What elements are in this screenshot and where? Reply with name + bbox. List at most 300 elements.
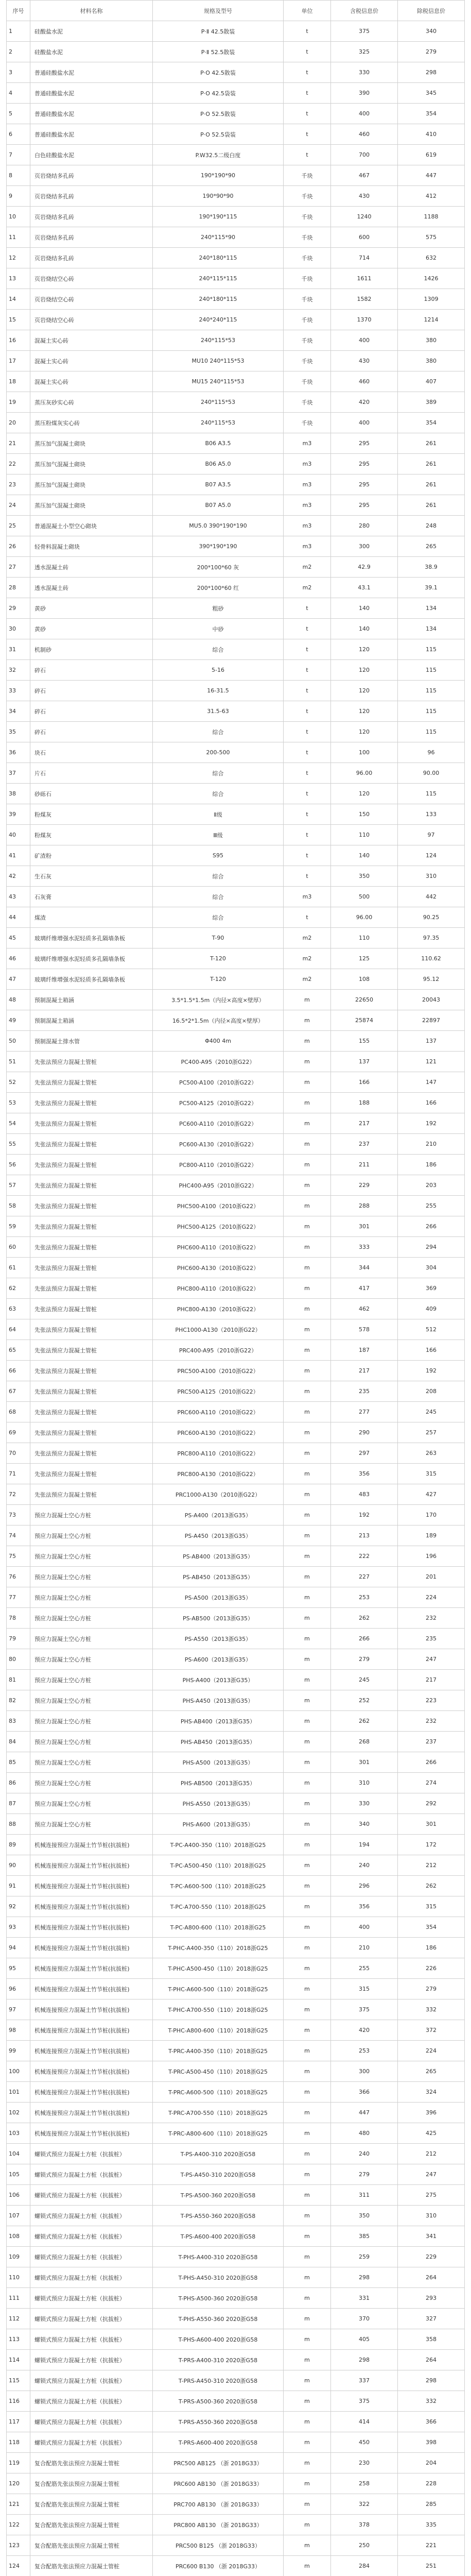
cell-price-tax-excl: 372	[398, 2020, 465, 2041]
cell-index: 15	[7, 310, 30, 330]
cell-price-tax-incl: 255	[331, 1958, 398, 1979]
table-row	[7, 722, 465, 742]
cell-price-tax-excl: 266	[398, 1216, 465, 1237]
cell-spec: T-PC-A800-600（110）2018浙G25	[153, 1917, 284, 1938]
cell-index: 58	[7, 1196, 30, 1216]
cell-index: 31	[7, 639, 30, 660]
cell-price-tax-incl: 344	[331, 1258, 398, 1278]
table-row	[7, 1732, 465, 1752]
table-row	[7, 1979, 465, 1999]
cell-unit: m	[284, 2535, 331, 2556]
table-row	[7, 907, 465, 928]
cell-material-name: 碎石	[30, 660, 153, 681]
cell-price-tax-incl: 700	[331, 145, 398, 165]
table-row	[7, 1278, 465, 1299]
cell-unit: m	[284, 1422, 331, 1443]
table-row	[7, 763, 465, 784]
cell-material-name: 普通硅酸盐水泥	[30, 62, 153, 83]
cell-price-tax-incl: 296	[331, 1876, 398, 1896]
cell-unit: 千块	[284, 310, 331, 330]
cell-spec: PRC800-A130（2010浙G22）	[153, 1464, 284, 1484]
cell-index: 68	[7, 1402, 30, 1422]
cell-unit: m	[284, 1793, 331, 1814]
cell-unit: m	[284, 1216, 331, 1237]
cell-spec: T-PRS-A500-360 2020浙G58	[153, 2391, 284, 2412]
cell-material-name: 先张法预应力混凝土管桩	[30, 1402, 153, 1422]
cell-price-tax-incl: 210	[331, 1938, 398, 1958]
cell-price-tax-incl: 325	[331, 42, 398, 62]
cell-unit: t	[284, 62, 331, 83]
cell-price-tax-excl: 133	[398, 804, 465, 825]
cell-price-tax-incl: 150	[331, 804, 398, 825]
table-row	[7, 1010, 465, 1031]
cell-material-name: 螺锁式预应力混凝土方桩（抗拔桩）	[30, 2226, 153, 2247]
cell-price-tax-incl: 400	[331, 330, 398, 351]
cell-spec: T-PHC-A800-600（110）2018浙G25	[153, 2020, 284, 2041]
cell-unit: m	[284, 1711, 331, 1732]
cell-price-tax-incl: 356	[331, 1896, 398, 1917]
cell-spec: T-PRS-A600-400 2020浙G58	[153, 2432, 284, 2453]
cell-unit: m	[284, 2226, 331, 2247]
cell-price-tax-incl: 375	[331, 1999, 398, 2020]
cell-spec: PRC600-A130（2010浙G22）	[153, 1422, 284, 1443]
cell-spec: PHS-A500（2013浙G35）	[153, 1752, 284, 1773]
cell-index: 39	[7, 804, 30, 825]
cell-index: 10	[7, 207, 30, 227]
cell-unit: m	[284, 2473, 331, 2494]
cell-price-tax-incl: 222	[331, 1546, 398, 1567]
cell-spec: 240*180*115	[153, 248, 284, 268]
cell-index: 35	[7, 722, 30, 742]
cell-spec: 190*190*90	[153, 165, 284, 186]
table-row	[7, 1175, 465, 1196]
cell-index: 118	[7, 2432, 30, 2453]
table-row	[7, 1319, 465, 1340]
cell-index: 88	[7, 1814, 30, 1835]
table-row	[7, 495, 465, 516]
table-row	[7, 351, 465, 371]
cell-unit: m	[284, 1938, 331, 1958]
cell-spec: 综合	[153, 784, 284, 804]
cell-unit: m	[284, 1031, 331, 1052]
cell-price-tax-incl: 333	[331, 1237, 398, 1258]
table-row	[7, 2329, 465, 2350]
cell-price-tax-excl: 1214	[398, 310, 465, 330]
cell-price-tax-excl: 264	[398, 2267, 465, 2288]
cell-material-name: 复合配筋先张法预应力混凝土管桩	[30, 2494, 153, 2515]
cell-price-tax-excl: 166	[398, 1093, 465, 1113]
cell-price-tax-excl: 427	[398, 1484, 465, 1505]
cell-index: 33	[7, 681, 30, 701]
cell-spec: PHS-A400（2013浙G35）	[153, 1670, 284, 1690]
table-row	[7, 1237, 465, 1258]
cell-price-tax-incl: 447	[331, 2103, 398, 2123]
cell-price-tax-excl: 396	[398, 2103, 465, 2123]
cell-material-name: 轻骨料混凝土砌块	[30, 536, 153, 557]
cell-unit: m	[284, 1072, 331, 1093]
cell-unit: m	[284, 1814, 331, 1835]
cell-index: 119	[7, 2453, 30, 2473]
cell-price-tax-excl: 147	[398, 1072, 465, 1093]
cell-price-tax-incl: 259	[331, 2247, 398, 2267]
cell-index: 70	[7, 1443, 30, 1464]
cell-material-name: 复合配筋先张法预应力混凝土管桩	[30, 2453, 153, 2473]
cell-spec: PHC600-A130（2010浙G22）	[153, 1258, 284, 1278]
cell-spec: T-PS-A550-360 2020浙G58	[153, 2206, 284, 2226]
cell-price-tax-excl: 261	[398, 495, 465, 516]
cell-index: 30	[7, 619, 30, 639]
cell-index: 2	[7, 42, 30, 62]
cell-price-tax-excl: 341	[398, 2226, 465, 2247]
cell-spec: T-PRC-A600-500（110）2018浙G25	[153, 2082, 284, 2103]
cell-material-name: 蒸压加气混凝土砌块	[30, 474, 153, 495]
cell-material-name: 页岩烧结多孔砖	[30, 248, 153, 268]
cell-spec: 240*180*115	[153, 289, 284, 310]
cell-material-name: 螺锁式预应力混凝土方桩（抗拔桩）	[30, 2329, 153, 2350]
cell-price-tax-incl: 310	[331, 1773, 398, 1793]
cell-price-tax-excl: 38.9	[398, 557, 465, 578]
cell-spec: P.W32.5二级白度	[153, 145, 284, 165]
cell-material-name: 透水混凝土砖	[30, 578, 153, 598]
table-row	[7, 619, 465, 639]
cell-price-tax-excl: 261	[398, 433, 465, 454]
cell-index: 63	[7, 1299, 30, 1319]
cell-unit: 千块	[284, 207, 331, 227]
cell-index: 124	[7, 2556, 30, 2576]
cell-unit: m3	[284, 454, 331, 474]
cell-index: 48	[7, 990, 30, 1010]
cell-price-tax-incl: 375	[331, 21, 398, 42]
table-row	[7, 2370, 465, 2391]
cell-price-tax-incl: 420	[331, 2020, 398, 2041]
cell-index: 42	[7, 866, 30, 887]
cell-price-tax-excl: 1188	[398, 207, 465, 227]
cell-price-tax-incl: 330	[331, 1793, 398, 1814]
cell-price-tax-excl: 95.12	[398, 969, 465, 990]
cell-unit: m	[284, 1835, 331, 1855]
table-row	[7, 1567, 465, 1587]
cell-price-tax-excl: 221	[398, 2535, 465, 2556]
cell-spec: T-PRC-A700-550（110）2018浙G25	[153, 2103, 284, 2123]
cell-spec: T-PHC-A600-500（110）2018浙G25	[153, 1979, 284, 1999]
table-row	[7, 1381, 465, 1402]
cell-unit: m3	[284, 887, 331, 907]
cell-price-tax-incl: 714	[331, 248, 398, 268]
cell-index: 108	[7, 2226, 30, 2247]
cell-price-tax-excl: 257	[398, 1422, 465, 1443]
cell-unit: m	[284, 1979, 331, 1999]
cell-index: 13	[7, 268, 30, 289]
cell-material-name: 预应力混凝土空心方桩	[30, 1670, 153, 1690]
cell-material-name: 块石	[30, 742, 153, 763]
table-row	[7, 1896, 465, 1917]
cell-spec: B06 A3.5	[153, 433, 284, 454]
cell-price-tax-incl: 140	[331, 845, 398, 866]
cell-material-name: 预应力混凝土空心方桩	[30, 1793, 153, 1814]
cell-index: 54	[7, 1113, 30, 1134]
cell-material-name: 蒸压加气混凝土砌块	[30, 495, 153, 516]
cell-index: 40	[7, 825, 30, 845]
cell-price-tax-excl: 1426	[398, 268, 465, 289]
cell-price-tax-incl: 120	[331, 681, 398, 701]
cell-price-tax-excl: 115	[398, 701, 465, 722]
cell-unit: t	[284, 21, 331, 42]
cell-spec: T-PC-A700-550（110）2018浙G25	[153, 1896, 284, 1917]
table-row	[7, 2391, 465, 2412]
cell-price-tax-incl: 253	[331, 1587, 398, 1608]
cell-spec: 16-31.5	[153, 681, 284, 701]
cell-price-tax-incl: 110	[331, 825, 398, 845]
cell-index: 81	[7, 1670, 30, 1690]
cell-spec: 3.5*1.5*1.5m（内径×高度×壁厚）	[153, 990, 284, 1010]
cell-price-tax-incl: 108	[331, 969, 398, 990]
cell-price-tax-excl: 203	[398, 1175, 465, 1196]
cell-price-tax-excl: 265	[398, 536, 465, 557]
cell-material-name: 玻璃纤维增强水泥轻质多孔隔墙条板	[30, 948, 153, 969]
cell-material-name: 先张法预应力混凝土管桩	[30, 1052, 153, 1072]
cell-spec: P·O 52.5袋装	[153, 124, 284, 145]
cell-material-name: 蒸压加气混凝土砌块	[30, 433, 153, 454]
cell-index: 26	[7, 536, 30, 557]
cell-index: 113	[7, 2329, 30, 2350]
cell-price-tax-incl: 140	[331, 598, 398, 619]
cell-material-name: 蒸压粉煤灰实心砖	[30, 413, 153, 433]
cell-unit: t	[284, 42, 331, 62]
cell-price-tax-incl: 96.00	[331, 907, 398, 928]
cell-price-tax-incl: 578	[331, 1319, 398, 1340]
table-row	[7, 598, 465, 619]
cell-price-tax-excl: 335	[398, 2515, 465, 2535]
cell-price-tax-incl: 356	[331, 1464, 398, 1484]
table-row	[7, 104, 465, 124]
cell-index: 86	[7, 1773, 30, 1793]
cell-index: 28	[7, 578, 30, 598]
cell-price-tax-incl: 600	[331, 227, 398, 248]
cell-material-name: 机械连接预应力混凝土竹节桩(抗拔桩)	[30, 1999, 153, 2020]
cell-index: 112	[7, 2309, 30, 2329]
table-row	[7, 2412, 465, 2432]
cell-unit: m	[284, 2164, 331, 2185]
cell-spec: T-PHC-A500-450（110）2018浙G25	[153, 1958, 284, 1979]
cell-price-tax-excl: 115	[398, 660, 465, 681]
cell-price-tax-excl: 110.62	[398, 948, 465, 969]
cell-unit: t	[284, 598, 331, 619]
cell-price-tax-incl: 337	[331, 2370, 398, 2391]
table-row	[7, 639, 465, 660]
cell-price-tax-incl: 378	[331, 2515, 398, 2535]
cell-spec: PHC400-A95（2010浙G22）	[153, 1175, 284, 1196]
cell-price-tax-incl: 194	[331, 1835, 398, 1855]
table-header-row	[7, 1, 465, 21]
cell-price-tax-incl: 217	[331, 1361, 398, 1381]
cell-price-tax-excl: 274	[398, 1773, 465, 1793]
table-row	[7, 887, 465, 907]
cell-price-tax-incl: 250	[331, 2535, 398, 2556]
cell-price-tax-incl: 315	[331, 1979, 398, 1999]
cell-price-tax-incl: 229	[331, 1175, 398, 1196]
cell-unit: m	[284, 1752, 331, 1773]
cell-material-name: 预应力混凝土空心方桩	[30, 1814, 153, 1835]
cell-material-name: 机械连接预应力混凝土竹节桩(抗拔桩)	[30, 1876, 153, 1896]
table-row	[7, 1052, 465, 1072]
cell-material-name: 混凝土实心砖	[30, 371, 153, 392]
cell-price-tax-incl: 366	[331, 2082, 398, 2103]
cell-price-tax-excl: 1309	[398, 289, 465, 310]
cell-material-name: 先张法预应力混凝土管桩	[30, 1113, 153, 1134]
table-body	[7, 21, 465, 2576]
cell-spec: PRC800 AB130 （浙 2018G33）	[153, 2515, 284, 2535]
cell-spec: PRC400-A95（2010浙G22）	[153, 1340, 284, 1361]
cell-spec: T-PHC-A700-550（110）2018浙G25	[153, 1999, 284, 2020]
table-row	[7, 1505, 465, 1526]
cell-price-tax-incl: 340	[331, 1814, 398, 1835]
cell-unit: 千块	[284, 248, 331, 268]
cell-material-name: 石灰膏	[30, 887, 153, 907]
cell-price-tax-incl: 230	[331, 2453, 398, 2473]
cell-material-name: 机制砂	[30, 639, 153, 660]
cell-unit: m	[284, 2041, 331, 2061]
cell-spec: PRC800-A110（2010浙G22）	[153, 1443, 284, 1464]
table-row	[7, 1031, 465, 1052]
cell-material-name: 普通混凝土小型空心砌块	[30, 516, 153, 536]
cell-price-tax-excl: 232	[398, 1711, 465, 1732]
cell-spec: 240*115*53	[153, 413, 284, 433]
cell-unit: m	[284, 1773, 331, 1793]
cell-price-tax-excl: 619	[398, 145, 465, 165]
cell-spec: B07 A5.0	[153, 495, 284, 516]
cell-price-tax-excl: 632	[398, 248, 465, 268]
cell-material-name: 先张法预应力混凝土管桩	[30, 1340, 153, 1361]
cell-material-name: 螺锁式预应力混凝土方桩（抗拔桩）	[30, 2206, 153, 2226]
cell-unit: m	[284, 2391, 331, 2412]
cell-unit: t	[284, 722, 331, 742]
cell-price-tax-excl: 115	[398, 722, 465, 742]
cell-price-tax-excl: 279	[398, 1979, 465, 1999]
cell-material-name: 机械连接预应力混凝土竹节桩(抗拔桩)	[30, 2123, 153, 2144]
cell-material-name: 复合配筋先张法预应力混凝土管桩	[30, 2556, 153, 2576]
cell-price-tax-excl: 324	[398, 2082, 465, 2103]
cell-spec: PS-AB500（2013浙G35）	[153, 1608, 284, 1629]
cell-unit: m3	[284, 495, 331, 516]
price-table-container	[6, 0, 464, 2576]
cell-spec: T-PRS-A550-360 2020浙G58	[153, 2412, 284, 2432]
cell-index: 55	[7, 1134, 30, 1155]
cell-price-tax-excl: 245	[398, 1402, 465, 1422]
cell-material-name: 硅酸盐水泥	[30, 42, 153, 62]
cell-material-name: 蒸压灰砂实心砖	[30, 392, 153, 413]
cell-material-name: 黄砂	[30, 619, 153, 639]
cell-price-tax-incl: 430	[331, 186, 398, 207]
table-row	[7, 2020, 465, 2041]
cell-unit: m	[284, 1732, 331, 1752]
cell-index: 73	[7, 1505, 30, 1526]
cell-price-tax-excl: 212	[398, 2144, 465, 2164]
cell-material-name: 预应力混凝土空心方桩	[30, 1690, 153, 1711]
cell-index: 71	[7, 1464, 30, 1484]
cell-price-tax-incl: 227	[331, 1567, 398, 1587]
cell-index: 92	[7, 1896, 30, 1917]
cell-index: 44	[7, 907, 30, 928]
table-row	[7, 578, 465, 598]
cell-unit: 千块	[284, 289, 331, 310]
cell-price-tax-excl: 189	[398, 1526, 465, 1546]
cell-index: 9	[7, 186, 30, 207]
cell-index: 102	[7, 2103, 30, 2123]
cell-price-tax-excl: 279	[398, 42, 465, 62]
cell-index: 56	[7, 1155, 30, 1175]
table-row	[7, 2164, 465, 2185]
cell-unit: m	[284, 2453, 331, 2473]
cell-price-tax-excl: 315	[398, 1464, 465, 1484]
cell-material-name: 页岩烧结空心砖	[30, 289, 153, 310]
cell-index: 47	[7, 969, 30, 990]
cell-price-tax-excl: 354	[398, 104, 465, 124]
cell-price-tax-excl: 226	[398, 1958, 465, 1979]
cell-price-tax-excl: 212	[398, 1855, 465, 1876]
cell-spec: 200*100*60 灰	[153, 557, 284, 578]
cell-spec: PHS-AB450（2013浙G35）	[153, 1732, 284, 1752]
cell-index: 3	[7, 62, 30, 83]
cell-unit: m	[284, 1855, 331, 1876]
cell-unit: m	[284, 1999, 331, 2020]
cell-material-name: 矿渣粉	[30, 845, 153, 866]
table-row	[7, 289, 465, 310]
cell-index: 111	[7, 2288, 30, 2309]
cell-price-tax-excl: 261	[398, 454, 465, 474]
table-row	[7, 2288, 465, 2309]
cell-price-tax-excl: 332	[398, 2391, 465, 2412]
cell-material-name: 先张法预应力混凝土管桩	[30, 1072, 153, 1093]
cell-material-name: 普通硅酸盐水泥	[30, 104, 153, 124]
cell-material-name: 白色硅酸盐水泥	[30, 145, 153, 165]
cell-price-tax-incl: 414	[331, 2412, 398, 2432]
cell-spec: T-PRS-A400-310 2020浙G58	[153, 2350, 284, 2370]
cell-material-name: 粉煤灰	[30, 825, 153, 845]
cell-price-tax-excl: 223	[398, 1690, 465, 1711]
cell-price-tax-incl: 279	[331, 1649, 398, 1670]
cell-material-name: 机械连接预应力混凝土竹节桩(抗拔桩)	[30, 2041, 153, 2061]
cell-price-tax-excl: 121	[398, 1052, 465, 1072]
cell-unit: m	[284, 2247, 331, 2267]
cell-price-tax-incl: 405	[331, 2329, 398, 2350]
table-row	[7, 2350, 465, 2370]
cell-unit: m	[284, 1299, 331, 1319]
cell-unit: m	[284, 1917, 331, 1938]
cell-index: 69	[7, 1422, 30, 1443]
cell-unit: t	[284, 907, 331, 928]
cell-index: 117	[7, 2412, 30, 2432]
cell-index: 32	[7, 660, 30, 681]
table-row	[7, 1958, 465, 1979]
cell-spec: 16.5*2*1.5m（内径×高度×壁厚）	[153, 1010, 284, 1031]
cell-index: 97	[7, 1999, 30, 2020]
cell-price-tax-incl: 483	[331, 1484, 398, 1505]
cell-index: 38	[7, 784, 30, 804]
cell-unit: m3	[284, 536, 331, 557]
cell-unit: m	[284, 1484, 331, 1505]
cell-index: 36	[7, 742, 30, 763]
cell-spec: T-PS-A600-400 2020浙G58	[153, 2226, 284, 2247]
cell-price-tax-excl: 251	[398, 2556, 465, 2576]
cell-index: 75	[7, 1546, 30, 1567]
cell-index: 7	[7, 145, 30, 165]
table-row	[7, 990, 465, 1010]
table-row	[7, 928, 465, 948]
cell-index: 20	[7, 413, 30, 433]
cell-price-tax-excl: 407	[398, 371, 465, 392]
cell-price-tax-excl: 304	[398, 1258, 465, 1278]
cell-material-name: 复合配筋先张法预应力混凝土管桩	[30, 2473, 153, 2494]
